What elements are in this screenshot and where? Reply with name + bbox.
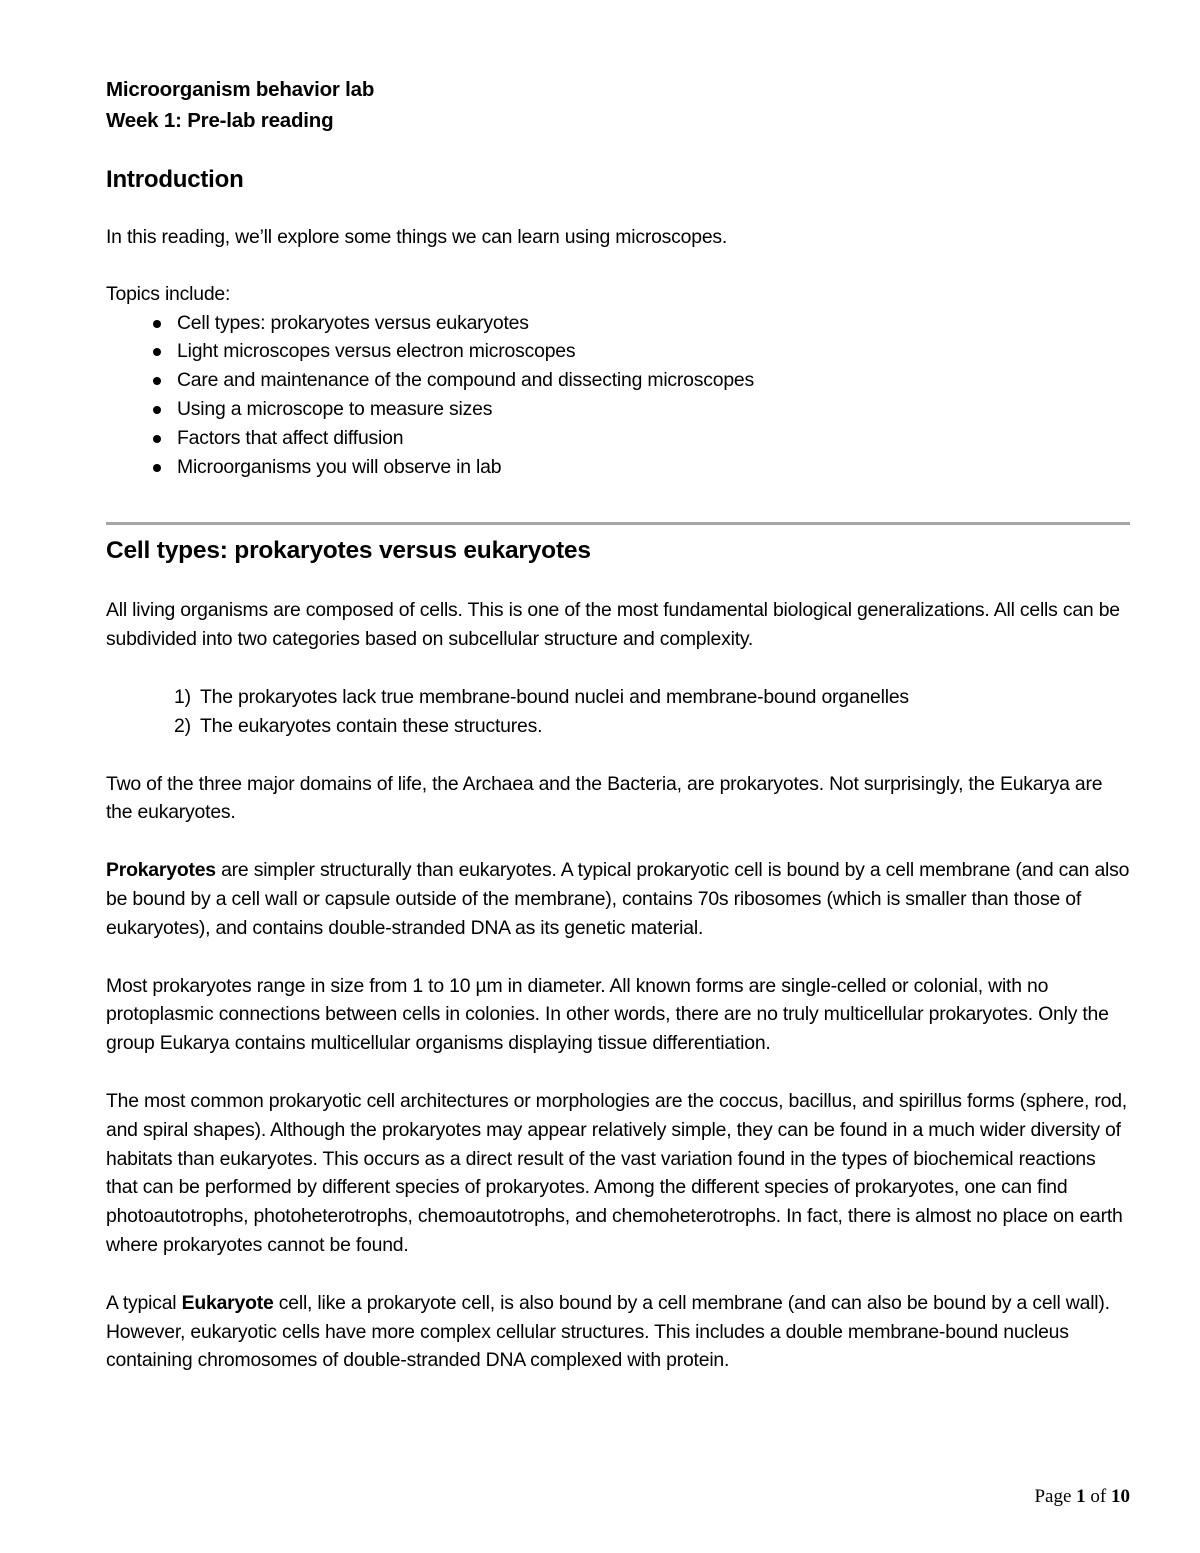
list-number: 1)	[174, 685, 191, 708]
topic-text: Light microscopes versus electron microscopes	[177, 340, 576, 363]
cell-types-paragraph-1: All living organisms are composed of cells. This is one of the most fundamental biological generalizations. All cells can be subdivided into two categories based on subcellular structure and complexity.	[106, 599, 1120, 651]
list-item-text: The eukaryotes contain these structures.	[200, 714, 543, 737]
domains-paragraph: Two of the three major domains of life, the Archaea and the Bacteria, are prokaryotes. Not surprisingly, the Eukarya are the eukaryotes.	[106, 772, 1103, 824]
prokaryotes-description: are simpler structurally than eukaryotes. A typical prokaryotic cell is bound by a cell membrane (and can also be bound by a cell wall or capsule outside of the membrane), contains 70s ribosomes (which is smaller than those of eukaryotes), and contains double-stranded DNA as its genetic material.	[106, 859, 1130, 939]
page-number-footer	[1034, 1486, 1130, 1508]
prokaryotes-paragraph	[106, 856, 1132, 942]
eukaryote-paragraph	[106, 1289, 1132, 1375]
document-title-line2: Week 1: Pre-lab reading	[106, 109, 334, 132]
topic-item	[149, 453, 1132, 482]
bullet-icon	[153, 348, 161, 356]
eukaryote-term: Eukaryote	[181, 1291, 274, 1314]
of-word: of	[1090, 1486, 1107, 1507]
bullet-icon	[153, 435, 161, 443]
topics-list	[106, 309, 1132, 482]
eukaryote-description: cell, like a prokaryote cell, is also bound by a cell membrane (and can also be bound by a cell wall). However, eukaryotic cells have more complex cellular structures. This includes a double membrane-bound nucleus containing chromosomes of double-stranded DNA complexed with protein.	[106, 1291, 1110, 1372]
bullet-icon	[153, 406, 161, 414]
list-item-text: The prokaryotes lack true membrane-bound nuclei and membrane-bound organelles	[200, 685, 909, 708]
list-item	[174, 712, 1132, 741]
topic-item	[149, 424, 1132, 453]
topic-item	[149, 309, 1132, 338]
introduction-text: In this reading, we’ll explore some things we can learn using microscopes.	[106, 226, 728, 248]
prokaryote-morphology-paragraph: The most common prokaryotic cell architectures or morphologies are the coccus, bacillus, and spirillus forms (sphere, rod, and spiral shapes). Although the prokaryotes may appear relatively simple, they can be found in a much wider diversity of habitats than eukaryotes. This occurs as a direct result of the vast variation found in the types of biochemical reactions that can be performed by different species of prokaryotes. Among the different species of prokaryotes, one can find photoautotrophs, photoheterotrophs, chemoautotrophs, and chemoheterotrophs. In fact, there is almost no place on earth where prokaryotes cannot be found.	[106, 1089, 1127, 1256]
list-number: 2)	[174, 714, 191, 737]
eukaryote-intro: A typical	[106, 1291, 182, 1314]
page-content	[106, 74, 1132, 1375]
topics-label: Topics include:	[106, 282, 231, 305]
cell-categories-list	[106, 683, 1132, 741]
topic-text: Using a microscope to measure sizes	[177, 397, 493, 420]
prokaryotes-term: Prokaryotes	[106, 859, 216, 882]
bullet-icon	[153, 320, 161, 328]
page-word: Page	[1034, 1486, 1072, 1507]
bullet-icon	[153, 377, 161, 385]
bullet-icon	[153, 464, 161, 472]
current-page-number: 1	[1076, 1486, 1086, 1507]
introduction-heading: Introduction	[106, 166, 244, 193]
section-divider	[106, 522, 1130, 525]
topic-text: Care and maintenance of the compound and dissecting microscopes	[177, 369, 755, 392]
topic-text: Factors that affect diffusion	[177, 426, 404, 449]
prokaryote-size-paragraph: Most prokaryotes range in size from 1 to 10 µm in diameter. All known forms are single-celled or colonial, with no protoplasmic connections between cells in colonies. In other words, there are no truly multicellular prokaryotes. Only the group Eukarya contains multicellular organisms displaying tissue differentiation.	[106, 974, 1109, 1055]
total-pages-number: 10	[1111, 1486, 1130, 1507]
topic-text: Microorganisms you will observe in lab	[177, 455, 502, 478]
cell-types-heading: Cell types: prokaryotes versus eukaryotes	[106, 537, 591, 565]
topic-item	[149, 366, 1132, 395]
document-title-line1: Microorganism behavior lab	[106, 78, 375, 101]
list-item	[174, 683, 1132, 712]
topic-text: Cell types: prokaryotes versus eukaryotes	[177, 311, 529, 334]
topic-item	[149, 395, 1132, 424]
topic-item	[149, 337, 1132, 366]
